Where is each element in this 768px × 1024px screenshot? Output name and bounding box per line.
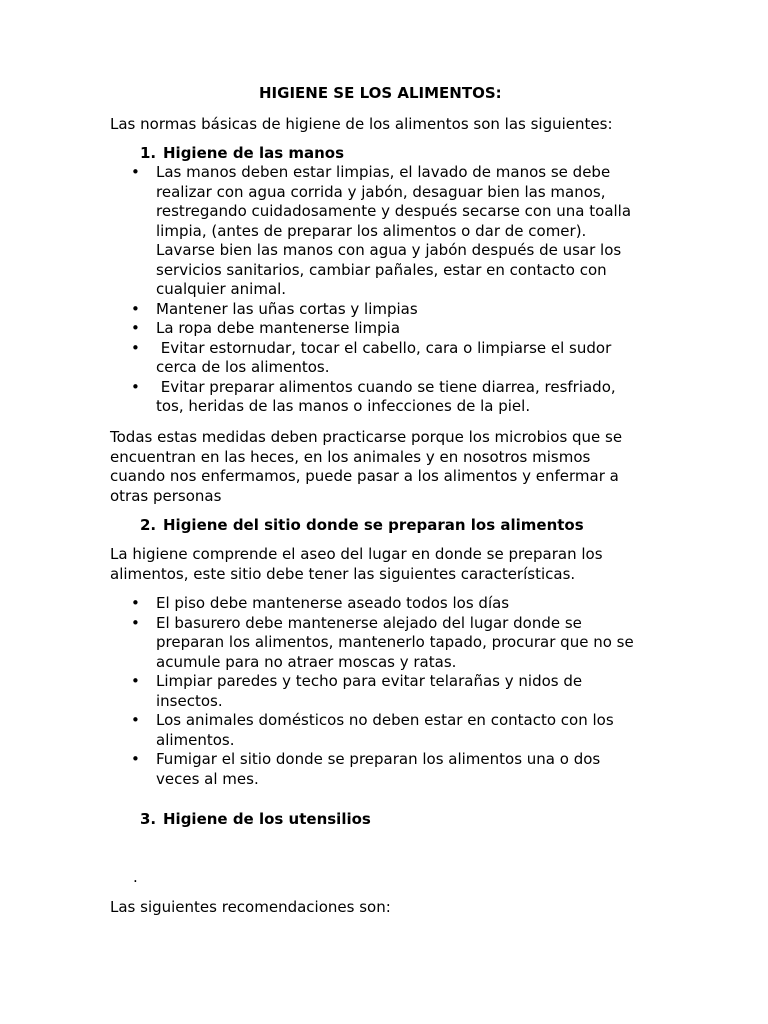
list-item-line: Limpiar paredes y techo para evitar telarañas y nidos de [156,672,583,690]
section-3-number: 3. [140,810,157,828]
list-item-line: alimentos. [156,730,235,749]
bullet-marker: • [131,319,140,337]
list-item-line: La ropa debe mantenerse limpia [156,319,401,337]
bullet-marker: • [131,594,140,612]
document-title: HIGIENE SE LOS ALIMENTOS: [259,84,502,102]
section-2-paragraph [110,545,603,584]
section-1-paragraph [110,428,622,506]
list-item [156,300,418,320]
list-item-line: preparan los alimentos, mantenerlo tapado, procurar que no se [156,633,634,651]
section-2-heading: Higiene del sitio donde se preparan los alimentos [163,516,584,534]
closing-paragraph: Las siguientes recomendaciones son: [110,898,391,916]
section-3-heading: Higiene de los utensilios [163,810,371,828]
list-item-line: insectos. [156,691,223,710]
list-item-line: Evitar estornudar, tocar el cabello, cara o limpiarse el sudor [156,338,612,357]
bullet-marker: • [131,711,140,729]
list-item [156,594,509,614]
paragraph-line: cuando nos enfermamos, puede pasar a los alimentos y enfermar a [110,467,619,485]
section-1-heading: Higiene de las manos [163,144,345,162]
list-item-line: Lavarse bien las manos con agua y jabón después de usar los [156,241,622,259]
bullet-marker: • [131,163,140,181]
paragraph-line: otras personas [110,486,222,505]
list-item-line: servicios sanitarios, cambiar pañales, estar en contacto con [156,260,607,279]
bullet-marker: • [131,299,140,318]
paragraph-line: La higiene comprende el aseo del lugar en donde se preparan los [110,545,603,563]
list-item-line: acumule para no atraer moscas y ratas. [156,652,457,671]
list-item-line: Fumigar el sitio donde se preparan los alimentos una o dos [156,750,601,768]
bullet-marker: • [131,377,140,396]
list-item [156,750,600,789]
list-item [156,672,582,711]
list-item-line: Evitar preparar alimentos cuando se tiene diarrea, resfriado, [156,377,616,396]
list-item [156,378,616,417]
list-item-line: Los animales domésticos no deben estar en contacto con los [156,711,614,729]
list-item-line: cualquier animal. [156,280,287,298]
paragraph-line: encuentran en las heces, en los animales y en nosotros mismos [110,447,591,466]
paragraph-line: Todas estas medidas deben practicarse porque los microbios que se [110,428,623,446]
list-item-line: restregando cuidadosamente y después secarse con una toalla [156,202,632,220]
list-item-line: limpia, (antes de preparar los alimentos o dar de comer). [156,221,587,240]
bullet-marker: • [131,613,140,632]
list-item [156,319,400,339]
list-item [156,339,611,378]
section-2-number: 2. [140,516,157,534]
stray-dot: . [133,868,138,886]
bullet-marker: • [131,750,140,768]
list-item [156,614,634,673]
list-item [156,711,614,750]
bullet-marker: • [131,672,140,690]
list-item-line: tos, heridas de las manos o infecciones de la piel. [156,397,531,415]
list-item-line: cerca de los alimentos. [156,358,330,376]
list-item-line: El basurero debe mantenerse alejado del lugar donde se [156,613,582,632]
list-item-line: El piso debe mantenerse aseado todos los días [156,594,510,612]
list-item-line: realizar con agua corrida y jabón, desaguar bien las manos, [156,182,606,201]
list-item [156,163,631,300]
paragraph-line: alimentos, este sitio debe tener las siguientes características. [110,564,576,583]
list-item-line: veces al mes. [156,769,259,788]
bullet-marker: • [131,338,140,357]
list-item-line: Las manos deben estar limpias, el lavado de manos se debe [156,163,611,181]
list-item-line: Mantener las uñas cortas y limpias [156,299,418,318]
section-1-number: 1. [140,144,157,162]
intro-paragraph: Las normas básicas de higiene de los alimentos son las siguientes: [110,115,613,133]
